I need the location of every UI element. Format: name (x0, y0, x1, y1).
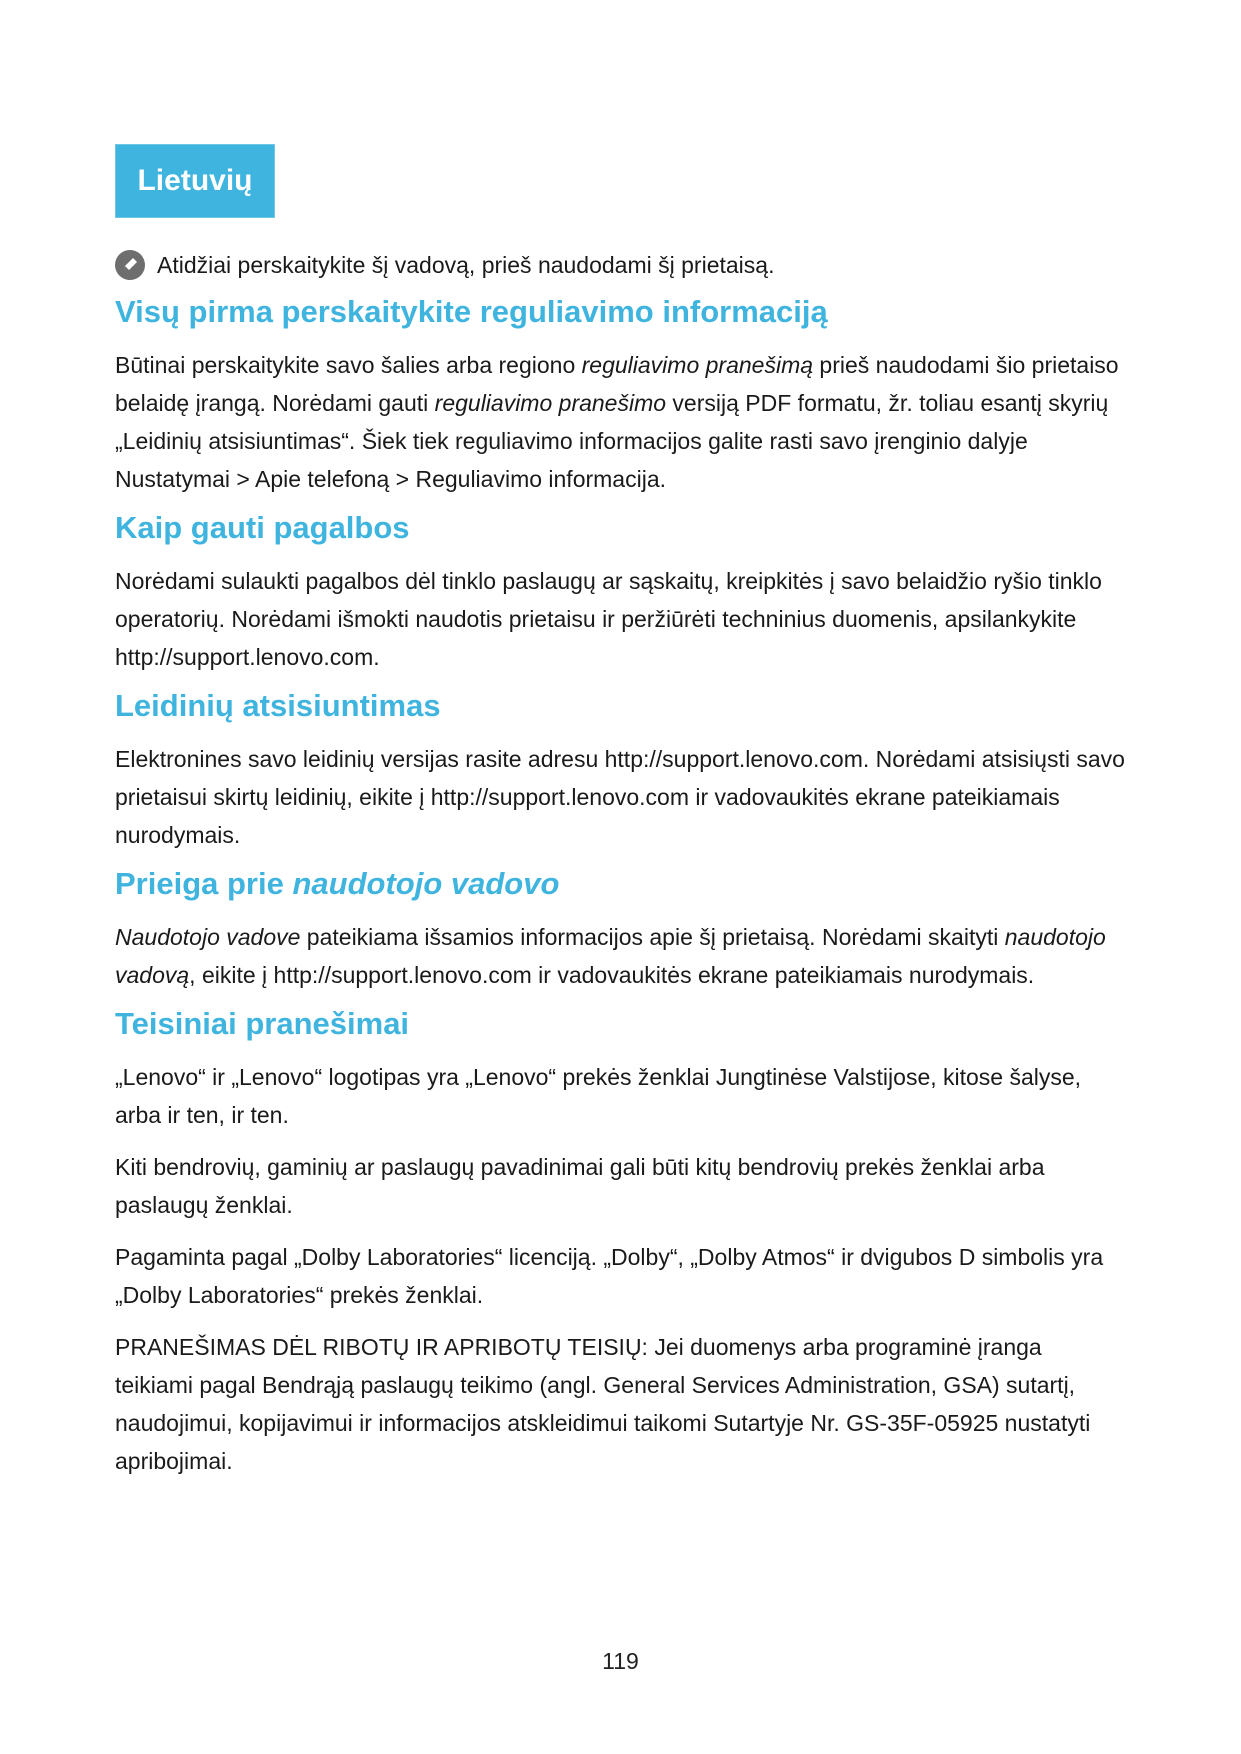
paragraph-legal-4: PRANEŠIMAS DĖL RIBOTŲ IR APRIBOTŲ TEISIŲ: Jei duomenys arba programinė įranga teikiami pagal Bendrąją paslaugų teikimo (angl. General Services Administration, GSA) sutartį, naudojimui, kopijavimui ir informacijos atskleidimui taikomi Sutartyje Nr. GS-35F-05925 nustatyti apribojimai. (115, 1334, 1091, 1474)
paragraph-user-guide: Naudotojo vadove pateikiama išsamios informacijos apie šį prietaisą. Norėdami skaityti naudotojo vadovą, eikite į http://support.lenovo.com ir vadovaukitės ekrane pateikiamais nurodymais. (115, 924, 1106, 988)
pencil-icon (115, 250, 145, 280)
page-number: 119 (602, 1648, 639, 1674)
paragraph-legal-2: Kiti bendrovių, gaminių ar paslaugų pavadinimai gali būti kitų bendrovių prekės ženklai arba paslaugų ženklai. (115, 1154, 1045, 1218)
heading-regulatory: Visų pirma perskaitykite reguliavimo informaciją (115, 294, 828, 329)
heading-legal: Teisiniai pranešimai (115, 1006, 410, 1041)
notice-text: Atidžiai perskaitykite šį vadovą, prieš naudodami šį prietaisą. (157, 251, 775, 278)
paragraph-help: Norėdami sulaukti pagalbos dėl tinklo paslaugų ar sąskaitų, kreipkitės į savo belaidžio ryšio tinklo operatorių. Norėdami išmokti naudotis prietaisu ir peržiūrėti techninius duomenis, apsilankykite http://support.lenovo.com. (115, 568, 1102, 670)
paragraph-legal-1: „Lenovo“ ir „Lenovo“ logotipas yra „Lenovo“ prekės ženklai Jungtinėse Valstijose, kitose šalyse, arba ir ten, ir ten. (115, 1064, 1082, 1128)
heading-help: Kaip gauti pagalbos (115, 510, 410, 545)
heading-downloads: Leidinių atsisiuntimas (115, 688, 441, 723)
paragraph-downloads: Elektronines savo leidinių versijas rasite adresu http://support.lenovo.com. Norėdami atsisiųsti savo prietaisui skirtų leidinių, eikite į http://support.lenovo.com ir vadovaukitės ekrane pateikiamais nurodymais. (115, 746, 1125, 848)
heading-user-guide: Prieiga prie naudotojo vadovo (115, 866, 560, 901)
content (115, 290, 1125, 1480)
paragraph-legal-3: Pagaminta pagal „Dolby Laboratories“ licenciją. „Dolby“, „Dolby Atmos“ ir dvigubos D simbolis yra „Dolby Laboratories“ prekės ženklai. (115, 1244, 1104, 1308)
paragraph-regulatory: Būtinai perskaitykite savo šalies arba regiono reguliavimo pranešimą prieš naudodami šio prietaiso belaidę įrangą. Norėdami gauti reguliavimo pranešimo versiją PDF formatu, žr. toliau esantį skyrių „Leidinių atsisiuntimas“. Šiek tiek reguliavimo informacijos galite rasti savo įrenginio dalyje Nustatymai > Apie telefoną > Reguliavimo informacija. (115, 352, 1119, 492)
notice-line (115, 250, 774, 280)
language-badge: Lietuvių (115, 144, 275, 218)
